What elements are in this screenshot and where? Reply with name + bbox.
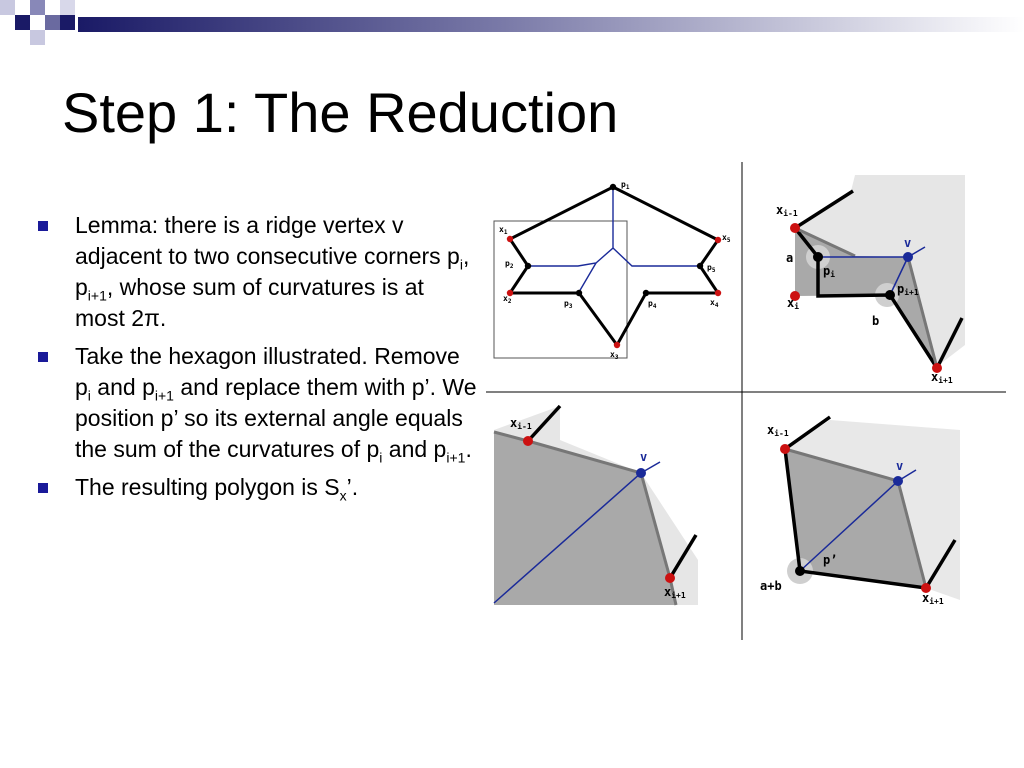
bullet-subscript: i+1	[446, 449, 466, 466]
label-xim1-tr: xi-1	[776, 203, 798, 218]
label-x5: $x_5$	[722, 233, 731, 244]
vertex-x5	[715, 237, 721, 243]
panel-bottom-left	[494, 406, 698, 605]
bullet-text: Take the hexagon illustrated. Remove p	[75, 343, 460, 400]
label-xip1-tr: xi+1	[931, 370, 953, 385]
label-xip1-br: xi+1	[922, 591, 944, 606]
vertex-v-tr	[903, 252, 913, 262]
slide-title: Step 1: The Reduction	[62, 81, 619, 144]
bullet-text: .	[465, 436, 472, 462]
label-apb-br: a+b	[760, 579, 782, 593]
label-p3: $p_3$	[564, 299, 573, 310]
label-p5: $p_5$	[707, 263, 716, 274]
label-xip1-bl: xi+1	[664, 585, 686, 600]
label-p1: $p_1$	[621, 180, 630, 191]
vertex-p5	[697, 263, 703, 269]
label-x1: $x_1$	[499, 225, 508, 236]
label-a: a	[786, 251, 794, 265]
panel-top-right	[776, 175, 965, 385]
bullet-text: and p	[382, 436, 447, 462]
vertex-x3	[614, 342, 620, 348]
bullet-subscript: i	[379, 449, 383, 466]
label-xim1-bl: xi-1	[510, 416, 532, 431]
bullet-text: , p	[75, 243, 470, 300]
vertex-x1	[507, 236, 513, 242]
vertex-pi-tr	[813, 252, 823, 262]
bullet-text: and replace them with p’. We position p’ so its external angle equals the sum of the curvatures of p	[75, 374, 477, 462]
label-b: b	[872, 314, 880, 328]
vertex-xip1-bl	[665, 573, 675, 583]
bullet-text: and p	[90, 374, 155, 400]
label-v-bl: v	[640, 450, 648, 464]
bullet-subscript: i+1	[154, 387, 174, 404]
bullet-subscript: i+1	[87, 287, 107, 304]
vertex-v-bl	[636, 468, 646, 478]
label-pprime-br: p’	[823, 553, 838, 567]
label-p2: $p_2$	[505, 259, 514, 270]
vertex-p2	[525, 263, 531, 269]
label-v-br: v	[896, 459, 904, 473]
vertex-v-br	[893, 476, 903, 486]
bullet-subscript: i	[87, 387, 91, 404]
vertex-p4	[643, 290, 649, 296]
hexagon-panel	[494, 180, 731, 361]
ridge-tree	[528, 187, 613, 266]
bullet-text: , whose sum of curvatures is at most 2π.	[75, 274, 424, 331]
label-xi-tr: xi	[787, 296, 800, 311]
vertex-x4	[715, 290, 721, 296]
ridge-tree-right	[613, 248, 700, 266]
ridge-tree-down	[579, 263, 596, 292]
bullet-text: Lemma: there is a ridge vertex v adjacent to two consecutive corners p	[75, 212, 460, 269]
label-p4: $p_4$	[648, 299, 657, 310]
vertex-pip1-tr	[885, 290, 895, 300]
vertex-p1	[610, 184, 616, 190]
label-x4: $x_4$	[710, 298, 719, 309]
label-xim1-br: xi-1	[767, 423, 789, 438]
bullet-text: The resulting polygon is S	[75, 474, 340, 500]
vertex-xim1-br	[780, 444, 790, 454]
vertex-pprime-br	[795, 566, 805, 576]
vertex-p3	[576, 290, 582, 296]
bullet-subscript: x	[339, 487, 347, 504]
label-pi-tr: pi	[823, 264, 836, 279]
label-x3: $x_3$	[610, 350, 619, 361]
panel-bottom-right	[760, 417, 960, 606]
bullet-subscript: i	[459, 256, 463, 273]
label-pip1-tr: pi+1	[897, 282, 919, 297]
vertex-xim1-bl	[523, 436, 533, 446]
label-v-tr: v	[904, 236, 912, 250]
bullet-text: ’.	[346, 474, 359, 500]
label-x2: $x_2$	[503, 294, 512, 305]
vertex-xim1-tr	[790, 223, 800, 233]
